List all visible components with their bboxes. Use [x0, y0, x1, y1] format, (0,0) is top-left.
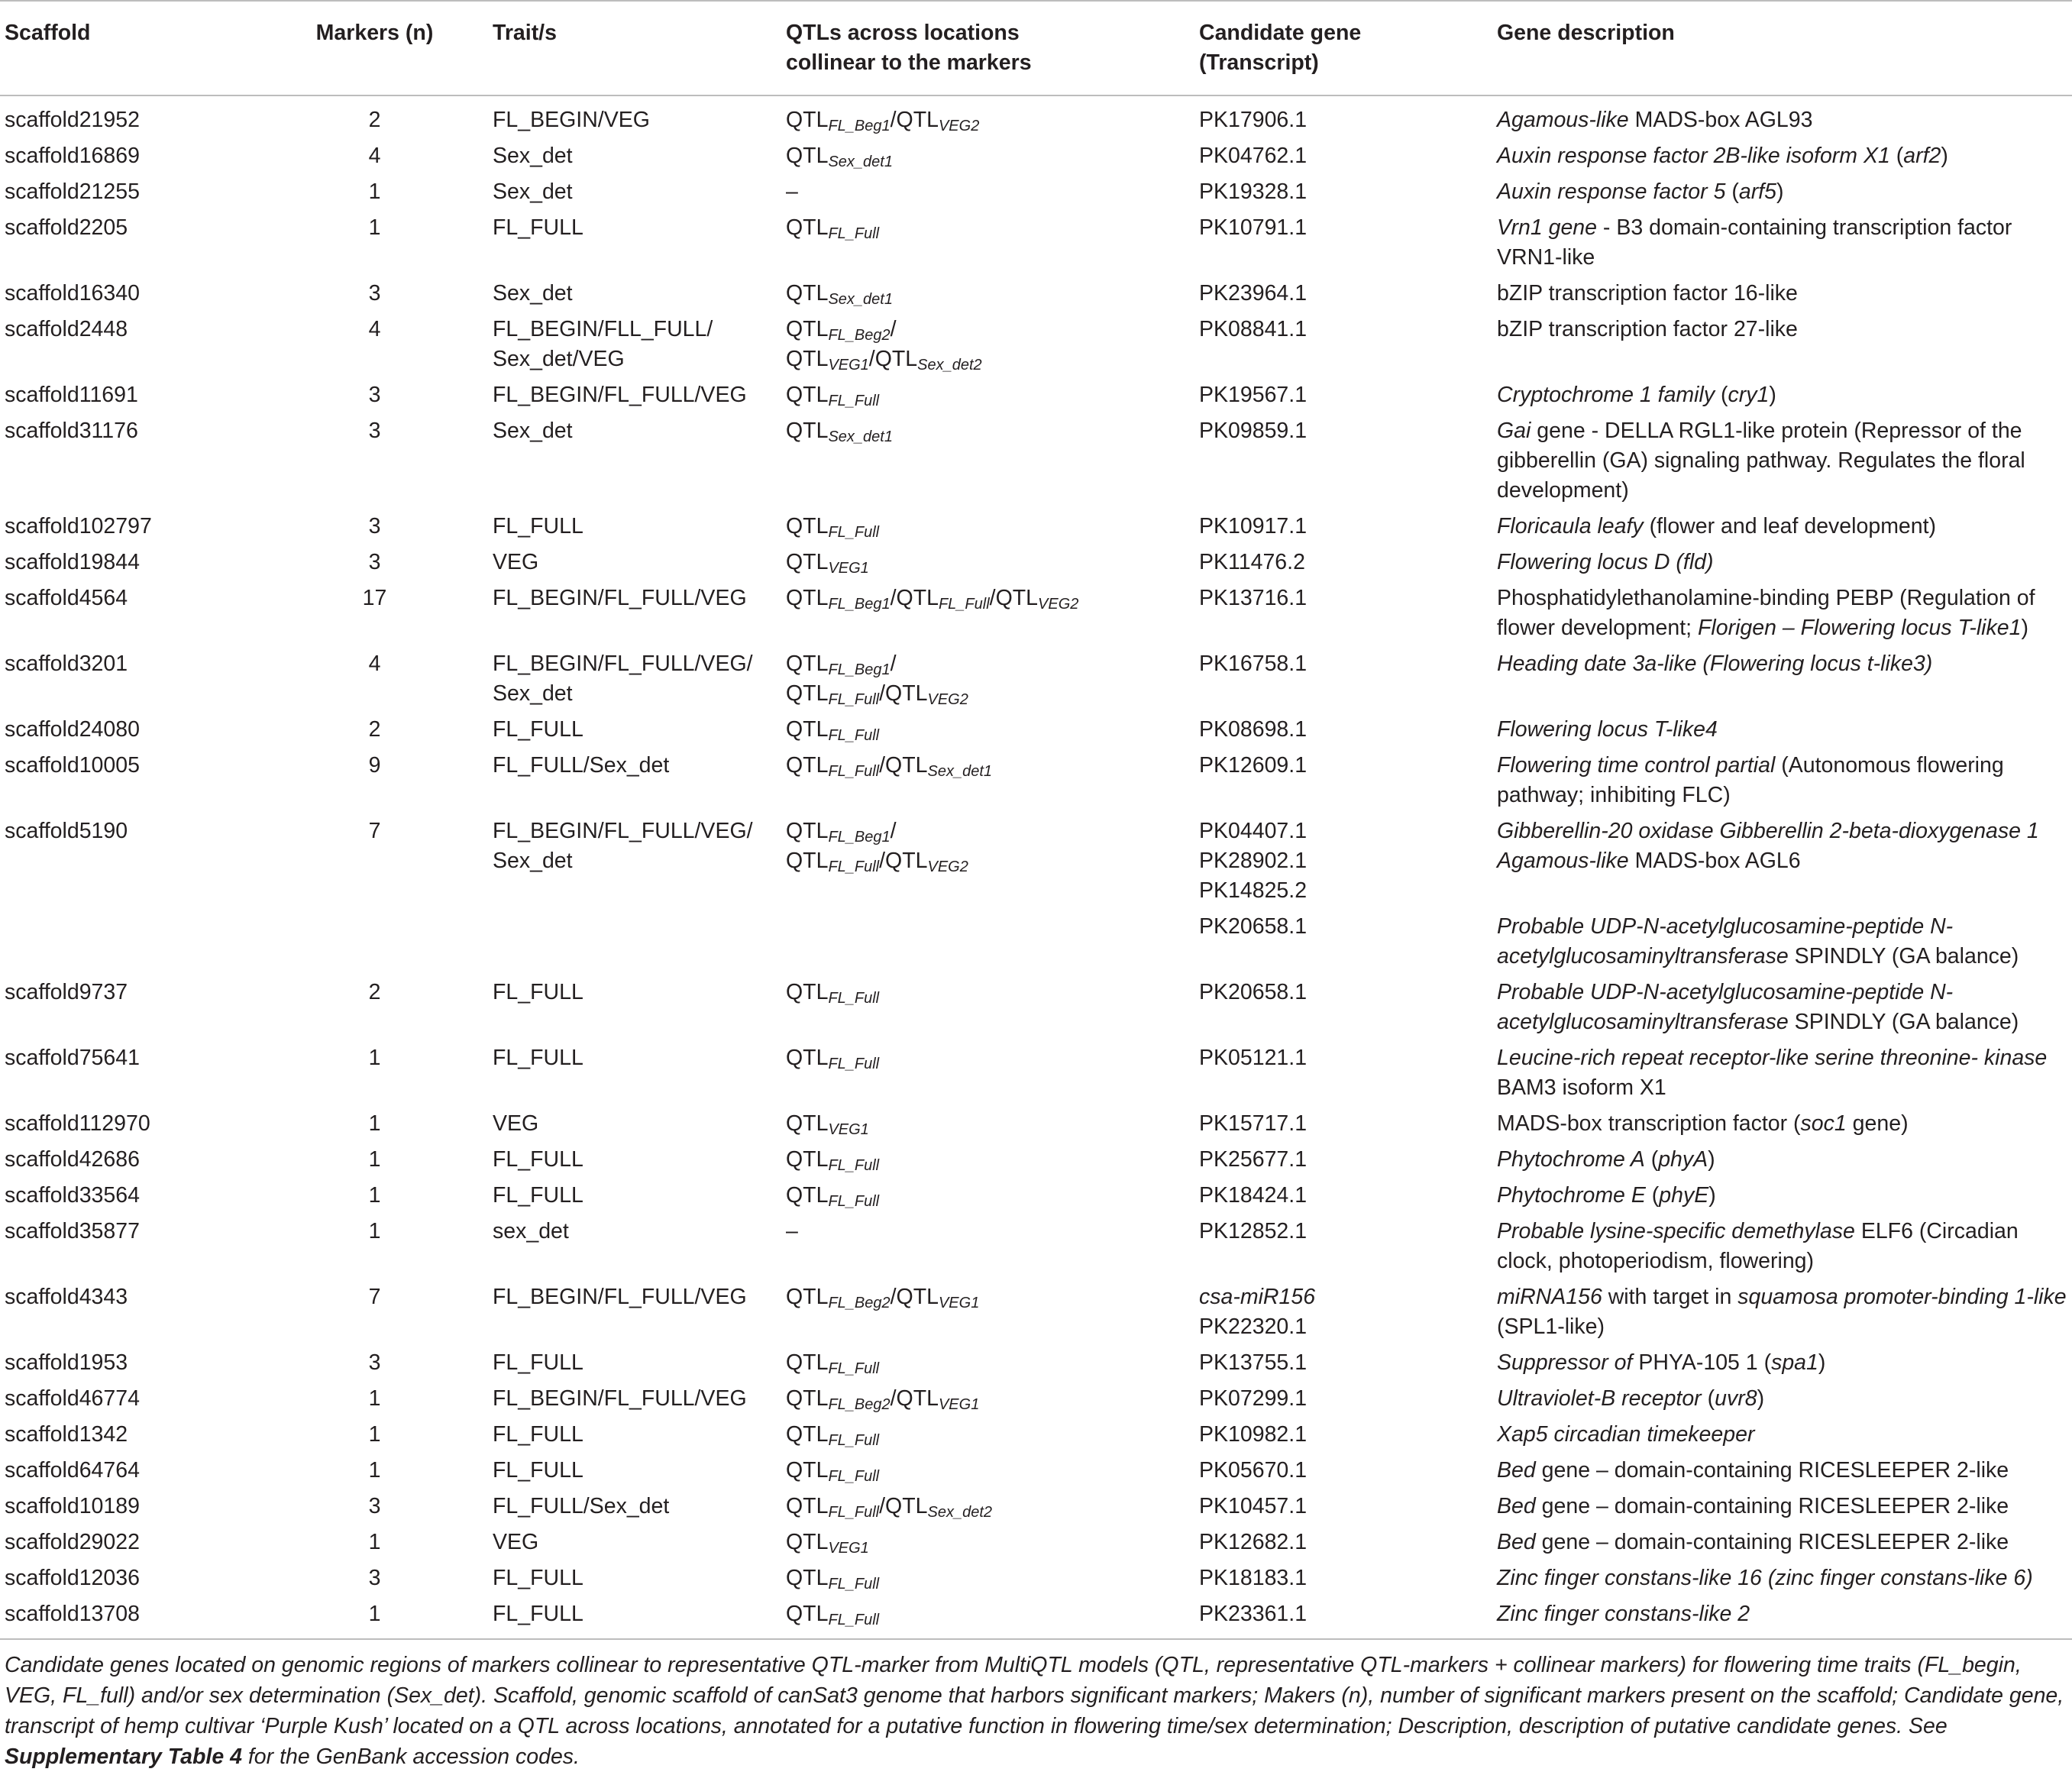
cell-markers: 2: [368, 717, 381, 742]
table-row: [0, 1043, 2072, 1109]
cell-qtl: $QTL_{FL\_Full}$: [786, 1350, 880, 1377]
cell-traits: FL_BEGIN/FL_FULL/VEG: [493, 586, 747, 610]
cell-scaffold: scaffold3201: [5, 652, 128, 676]
cell-description: Probable UDP-N-acetylglucosamine-peptide N-acetylglucosaminyltransferase SPINDLY (GA balance): [1497, 914, 2019, 968]
cell-scaffold: scaffold112970: [5, 1111, 150, 1136]
cell-qtl: $QTL_{VEG1}$: [786, 1530, 869, 1557]
cell-scaffold: scaffold10005: [5, 753, 140, 778]
cell-qtl: $QTL_{FL\_Full}$: [786, 383, 880, 409]
cell-candidate-gene: PK12609.1: [1199, 753, 1308, 778]
cell-traits: FL_FULL: [493, 1422, 583, 1447]
header-traits: Trait/s: [493, 21, 557, 45]
cell-traits: Sex_det: [493, 419, 573, 443]
cell-traits: Sex_det: [493, 179, 573, 204]
cell-scaffold: scaffold42686: [5, 1147, 140, 1172]
cell-traits: VEG: [493, 1530, 539, 1554]
cell-scaffold: scaffold10189: [5, 1494, 140, 1518]
cell-candidate-gene: PK13755.1: [1199, 1350, 1308, 1375]
cell-description: Xap5 circadian timekeeper: [1497, 1422, 1755, 1447]
cell-description: Bed gene – domain-containing RICESLEEPER 2-like: [1497, 1458, 2009, 1483]
cell-scaffold: scaffold64764: [5, 1458, 140, 1483]
cell-scaffold: scaffold21952: [5, 108, 140, 132]
cell-description: Flowering locus D (fld): [1497, 550, 1714, 574]
cell-traits: FL_FULL: [493, 1046, 583, 1070]
cell-qtl: $QTL_{FL\_Full}$: [786, 1046, 880, 1072]
cell-scaffold: scaffold16869: [5, 144, 140, 168]
cell-qtl: $QTL_{FL\_Beg1}/QTL_{FL\_Full}/QTL_{VEG2}$: [786, 586, 1079, 613]
cell-candidate-gene: PK17906.1: [1199, 108, 1308, 132]
cell-qtl: $QTL_{FL\_Beg2}/$ $QTL_{VEG1}/QTL_{Sex\_det2}$: [786, 317, 982, 373]
cell-scaffold: [0, 912, 261, 978]
cell-markers: 3: [368, 419, 381, 443]
cell-traits: VEG: [493, 1111, 539, 1136]
cell-markers: 1: [368, 1046, 381, 1070]
cell-markers: 1: [368, 1422, 381, 1447]
cell-description: bZIP transcription factor 16-like: [1497, 281, 1798, 306]
cell-traits: FL_BEGIN/FL_FULL/VEG: [493, 1285, 747, 1309]
table-row: [0, 1181, 2072, 1217]
table-header-row: [0, 1, 2072, 95]
cell-candidate-gene: PK11476.2: [1199, 550, 1305, 574]
cell-traits: FL_FULL: [493, 1602, 583, 1626]
cell-candidate-gene: PK10791.1: [1199, 215, 1308, 240]
header-markers: Markers (n): [315, 21, 434, 45]
header-description: Gene description: [1497, 21, 1675, 45]
cell-qtl: $QTL_{FL\_Full}/QTL_{Sex\_det1}$: [786, 753, 993, 780]
cell-scaffold: scaffold5190: [5, 819, 128, 843]
table-row: [0, 1456, 2072, 1492]
cell-scaffold: scaffold4343: [5, 1285, 128, 1309]
cell-qtl: $QTL_{FL\_Beg2}/QTL_{VEG1}$: [786, 1285, 980, 1311]
cell-description: Gai gene - DELLA RGL1-like protein (Repressor of the gibberellin (GA) signaling pathway. Regulates the floral development): [1497, 419, 2025, 503]
cell-candidate-gene: PK20658.1: [1199, 980, 1308, 1004]
cell-markers: 1: [368, 1602, 381, 1626]
cell-candidate-gene: PK18183.1: [1199, 1566, 1308, 1590]
table-row: [0, 1348, 2072, 1384]
cell-description: Probable UDP-N-acetylglucosamine-peptide N-acetylglucosaminyltransferase SPINDLY (GA balance): [1497, 980, 2019, 1034]
cell-scaffold: scaffold33564: [5, 1183, 140, 1208]
header-qtls-line2: collinear to the markers: [786, 50, 1032, 75]
cell-scaffold: scaffold16340: [5, 281, 140, 306]
cell-qtl: $QTL_{FL\_Full}$: [786, 717, 880, 744]
cell-markers: 1: [368, 1530, 381, 1554]
cell-markers: 1: [368, 1111, 381, 1136]
cell-qtl: $QTL_{FL\_Full}$: [786, 215, 880, 242]
cell-scaffold: scaffold31176: [5, 419, 138, 443]
cell-qtl: $QTL_{FL\_Beg2}/QTL_{VEG1}$: [786, 1386, 980, 1413]
cell-description: miRNA156 with target in squamosa promoter-binding 1-like (SPL1-like): [1497, 1285, 2067, 1339]
cell-qtl: $QTL_{FL\_Full}$: [786, 1147, 880, 1174]
cell-qtl: $QTL_{FL\_Full}/QTL_{Sex\_det2}$: [786, 1494, 993, 1521]
cell-description: Vrn1 gene - B3 domain-containing transcription factor VRN1-like: [1497, 215, 2012, 270]
cell-description: Phytochrome E (phyE): [1497, 1183, 1716, 1208]
cell-traits: Sex_det: [493, 144, 573, 168]
cell-markers: 4: [368, 144, 381, 168]
table-body: [0, 95, 2072, 1639]
cell-description: Flowering locus T-like4: [1497, 717, 1718, 742]
cell-scaffold: scaffold11691: [5, 383, 138, 407]
cell-candidate-gene: PK05670.1: [1199, 1458, 1308, 1483]
cell-traits: [488, 912, 781, 978]
cell-markers: 1: [368, 1458, 381, 1483]
cell-markers: 2: [368, 980, 381, 1004]
table-row: [0, 1282, 2072, 1348]
cell-qtl: $QTL_{FL\_Full}$: [786, 1183, 880, 1210]
cell-markers: 7: [368, 819, 381, 843]
cell-candidate-gene: PK25677.1: [1199, 1147, 1308, 1172]
cell-candidate-gene: PK15717.1: [1199, 1111, 1308, 1136]
cell-markers: 4: [368, 652, 381, 676]
cell-qtl: $QTL_{FL\_Full}$: [786, 514, 880, 541]
table-row: [0, 279, 2072, 315]
cell-description: Heading date 3a-like (Flowering locus t-like3): [1497, 652, 1933, 676]
cell-qtl: $QTL_{FL\_Full}$: [786, 1458, 880, 1485]
cell-traits: FL_FULL: [493, 1350, 583, 1375]
table-row: [0, 1217, 2072, 1282]
table-row: [0, 416, 2072, 512]
cell-scaffold: scaffold4564: [5, 586, 128, 610]
header-candidate-gene: [1194, 1, 1492, 95]
cell-qtl: $QTL_{FL\_Full}$: [786, 1602, 880, 1628]
table-row: [0, 1145, 2072, 1181]
cell-scaffold: scaffold13708: [5, 1602, 140, 1626]
cell-traits: VEG: [493, 550, 539, 574]
cell-scaffold: scaffold75641: [5, 1046, 140, 1070]
table-row: [0, 1384, 2072, 1420]
cell-traits: FL_FULL/Sex_det: [493, 753, 670, 778]
cell-description: Auxin response factor 2B-like isoform X1 (arf2): [1497, 144, 1948, 168]
cell-traits: FL_BEGIN/FL_FULL/VEG: [493, 383, 747, 407]
table-row: [0, 213, 2072, 279]
cell-markers: 1: [368, 1219, 381, 1243]
cell-candidate-gene: PK23964.1: [1199, 281, 1308, 306]
cell-traits: FL_FULL: [493, 514, 583, 538]
cell-scaffold: scaffold2205: [5, 215, 128, 240]
cell-markers: 3: [368, 1494, 381, 1518]
table-row: [0, 1492, 2072, 1528]
cell-markers: 1: [368, 1386, 381, 1411]
cell-markers: 3: [368, 1350, 381, 1375]
table-row: [0, 95, 2072, 141]
cell-traits: FL_BEGIN/FL_FULL/VEG/ Sex_det: [493, 819, 753, 873]
cell-description: Agamous-like MADS-box AGL93: [1497, 108, 1813, 132]
table-row: [0, 1109, 2072, 1145]
cell-markers: 7: [368, 1285, 381, 1309]
cell-scaffold: scaffold24080: [5, 717, 140, 742]
cell-traits: FL_FULL: [493, 717, 583, 742]
cell-candidate-gene: PK04762.1: [1199, 144, 1308, 168]
cell-traits: FL_FULL: [493, 215, 583, 240]
table-row: [0, 548, 2072, 584]
cell-scaffold: scaffold1953: [5, 1350, 128, 1375]
table-row: [0, 715, 2072, 751]
cell-markers: 4: [368, 317, 381, 341]
cell-qtl: $QTL_{VEG1}$: [786, 550, 869, 577]
cell-candidate-gene: PK10982.1: [1199, 1422, 1308, 1447]
cell-scaffold: scaffold9737: [5, 980, 128, 1004]
cell-candidate-gene: PK09859.1: [1199, 419, 1308, 443]
header-qtls-line1: QTLs across locations: [786, 21, 1020, 45]
cell-description: Probable lysine-specific demethylase ELF6 (Circadian clock, photoperiodism, flowering): [1497, 1219, 2019, 1273]
table-row: [0, 315, 2072, 380]
cell-candidate-gene: PK13716.1: [1199, 586, 1308, 610]
cell-traits: FL_FULL/Sex_det: [493, 1494, 670, 1518]
cell-description: Phytochrome A (phyA): [1497, 1147, 1715, 1172]
cell-traits: sex_det: [493, 1219, 569, 1243]
cell-description: Ultraviolet-B receptor (uvr8): [1497, 1386, 1765, 1411]
cell-markers: 9: [368, 753, 381, 778]
cell-markers: [261, 912, 488, 978]
cell-markers: 3: [368, 1566, 381, 1590]
table-row: [0, 177, 2072, 213]
header-gene-line1: Candidate gene: [1199, 21, 1362, 45]
cell-description: Flowering time control partial (Autonomous flowering pathway; inhibiting FLC): [1497, 753, 2004, 807]
cell-description: Leucine-rich repeat receptor-like serine threonine- kinase BAM3 isoform X1: [1497, 1046, 2048, 1100]
cell-markers: 3: [368, 281, 381, 306]
table-caption: [5, 1650, 2067, 1772]
cell-qtl: $QTL_{VEG1}$: [786, 1111, 869, 1138]
table-row: [0, 751, 2072, 816]
header-scaffold: Scaffold: [5, 21, 91, 45]
header-qtls: [781, 1, 1194, 95]
cell-description: Suppressor of PHYA-105 1 (spa1): [1497, 1350, 1826, 1375]
cell-markers: 2: [368, 108, 381, 132]
cell-traits: FL_BEGIN/FLL_FULL/ Sex_det/VEG: [493, 317, 713, 371]
caption-tail: for the GenBank accession codes.: [241, 1745, 580, 1769]
cell-candidate-gene: PK16758.1: [1199, 652, 1308, 676]
cell-scaffold: scaffold46774: [5, 1386, 140, 1411]
cell-candidate-gene: PK19328.1: [1199, 179, 1308, 204]
cell-description: Bed gene – domain-containing RICESLEEPER 2-like: [1497, 1494, 2009, 1518]
cell-description: Zinc finger constans-like 2: [1497, 1602, 1750, 1626]
cell-candidate-gene: PK12682.1: [1199, 1530, 1308, 1554]
cell-candidate-gene: PK19567.1: [1199, 383, 1308, 407]
table-row: [0, 816, 2072, 912]
cell-scaffold: scaffold21255: [5, 179, 140, 204]
cell-markers: 17: [362, 586, 387, 610]
cell-qtl: $QTL_{Sex\_det1}$: [786, 281, 893, 308]
cell-traits: FL_BEGIN/VEG: [493, 108, 650, 132]
table-row: [0, 1420, 2072, 1456]
cell-candidate-gene: PK07299.1: [1199, 1386, 1308, 1411]
table-row: [0, 1563, 2072, 1599]
cell-description: Phosphatidylethanolamine-binding PEBP (Regulation of flower development; Florigen – Flowering locus T-like1): [1497, 586, 2035, 640]
cell-scaffold: scaffold2448: [5, 317, 128, 341]
cell-qtl: $QTL_{FL\_Full}$: [786, 1422, 880, 1449]
cell-markers: 3: [368, 514, 381, 538]
cell-qtl: $QTL_{Sex\_det1}$: [786, 144, 893, 170]
cell-candidate-gene: PK08841.1: [1199, 317, 1308, 341]
cell-qtl: $QTL_{FL\_Beg1}/$ $QTL_{FL\_Full}/QTL_{VEG2}$: [786, 819, 968, 875]
table-row: [0, 1599, 2072, 1639]
cell-traits: FL_FULL: [493, 1183, 583, 1208]
cell-markers: 3: [368, 383, 381, 407]
cell-description: Cryptochrome 1 family (cry1): [1497, 383, 1776, 407]
table-row: [0, 649, 2072, 715]
cell-qtl: –: [786, 1219, 798, 1243]
cell-candidate-gene: PK08698.1: [1199, 717, 1308, 742]
cell-markers: 1: [368, 215, 381, 240]
cell-qtl: $QTL_{Sex\_det1}$: [786, 419, 893, 445]
cell-candidate-gene: PK12852.1: [1199, 1219, 1308, 1243]
cell-qtl: $QTL_{FL\_Beg1}/$ $QTL_{FL\_Full}/QTL_{VEG2}$: [786, 652, 968, 708]
cell-candidate-gene: PK10457.1: [1199, 1494, 1308, 1518]
cell-description: bZIP transcription factor 27-like: [1497, 317, 1798, 341]
cell-traits: FL_BEGIN/FL_FULL/VEG/ Sex_det: [493, 652, 753, 706]
cell-scaffold: scaffold29022: [5, 1530, 140, 1554]
cell-traits: FL_FULL: [493, 1566, 583, 1590]
cell-description: Zinc finger constans-like 16 (zinc finger constans-like 6): [1497, 1566, 2033, 1590]
cell-qtl: $QTL_{FL\_Beg1}/QTL_{VEG2}$: [786, 108, 980, 134]
cell-markers: 1: [368, 1147, 381, 1172]
cell-qtl: $QTL_{FL\_Full}$: [786, 1566, 880, 1593]
cell-scaffold: scaffold35877: [5, 1219, 140, 1243]
cell-qtl: –: [786, 179, 798, 204]
cell-qtl: $QTL_{FL\_Full}$: [786, 980, 880, 1007]
cell-candidate-gene: PK18424.1: [1199, 1183, 1308, 1208]
cell-description: Gibberellin-20 oxidase Gibberellin 2-beta-dioxygenase 1 Agamous-like MADS-box AGL6: [1497, 819, 2039, 873]
cell-markers: 1: [368, 1183, 381, 1208]
cell-candidate-gene: PK23361.1: [1199, 1602, 1308, 1626]
cell-description: MADS-box transcription factor (soc1 gene): [1497, 1111, 1909, 1136]
cell-candidate-gene: PK05121.1: [1199, 1046, 1308, 1070]
header-gene-line2: (Transcript): [1199, 50, 1319, 75]
table-row: [0, 141, 2072, 177]
cell-description: Floricaula leafy (flower and leaf development): [1497, 514, 1937, 538]
cell-traits: Sex_det: [493, 281, 573, 306]
cell-candidate-gene: PK10917.1: [1199, 514, 1308, 538]
cell-scaffold: scaffold12036: [5, 1566, 140, 1590]
cell-traits: FL_FULL: [493, 1147, 583, 1172]
caption-text: Candidate genes located on genomic regions of markers collinear to representative QTL-marker from MultiQTL models (QTL, representative QTL-markers + collinear markers) for flowering time traits (FL_begin, VEG, FL_full) and/or sex determination (Sex_det). Scaffold, genomic scaffold of canSat3 genome that harbors significant markers; Makers (n), number of significant markers present on the scaffold; Candidate gene, transcript of hemp cultivar ‘Purple Kush’ located on a QTL across locations, annotated for a putative function in flowering time/sex determination; Description, description of putative candidate genes. See: [5, 1653, 2064, 1738]
cell-scaffold: scaffold1342: [5, 1422, 128, 1447]
cell-candidate-gene: csa-miR156 PK22320.1: [1199, 1285, 1316, 1339]
cell-description: Bed gene – domain-containing RICESLEEPER 2-like: [1497, 1530, 2009, 1554]
cell-scaffold: scaffold102797: [5, 514, 152, 538]
supplementary-table-link[interactable]: Supplementary Table 4: [5, 1745, 242, 1769]
cell-candidate-gene: PK20658.1: [1199, 914, 1308, 939]
cell-traits: FL_FULL: [493, 980, 583, 1004]
cell-scaffold: scaffold19844: [5, 550, 140, 574]
table-row: [0, 512, 2072, 548]
cell-traits: FL_FULL: [493, 1458, 583, 1483]
table-row: [0, 380, 2072, 416]
table-row: [0, 912, 2072, 978]
cell-qtl: [781, 912, 1194, 978]
cell-candidate-gene: PK04407.1 PK28902.1 PK14825.2: [1199, 819, 1308, 903]
cell-traits: FL_BEGIN/FL_FULL/VEG: [493, 1386, 747, 1411]
cell-markers: 1: [368, 179, 381, 204]
table-row: [0, 978, 2072, 1043]
cell-markers: 3: [368, 550, 381, 574]
table-row: [0, 1528, 2072, 1563]
table-row: [0, 584, 2072, 649]
cell-description: Auxin response factor 5 (arf5): [1497, 179, 1784, 204]
